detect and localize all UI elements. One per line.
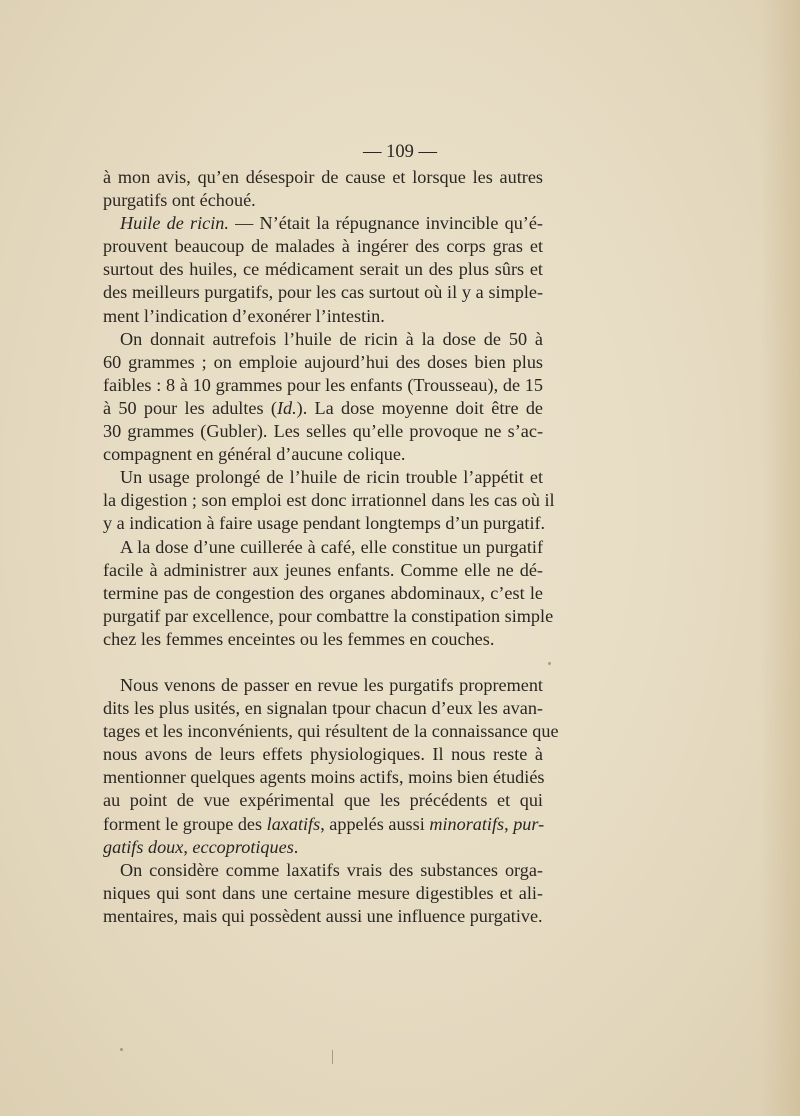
text-run: On considère comme laxatifs vrais des substances orga- [120, 859, 543, 880]
text-run: à mon avis, qu’en désespoir de cause et lorsque les autres [103, 167, 543, 187]
text-line [103, 859, 543, 882]
text-run: mentionner quelques agents moins actifs, moins bien étudiés [103, 767, 545, 788]
text-run: purgatifs ont échoué. [103, 190, 256, 211]
text-line [103, 559, 543, 582]
text-line [103, 536, 543, 559]
text-line [103, 235, 543, 258]
italic-text: Huile de ricin. [120, 213, 229, 234]
text-line [103, 397, 543, 420]
text-run: 30 grammes (Gubler). Les selles qu’elle provoque ne s’ac- [103, 421, 543, 442]
text-run: , [504, 813, 514, 834]
text-line [103, 189, 543, 212]
text-line [103, 258, 543, 281]
text-run: , [183, 836, 193, 857]
text-run: Un usage prolongé de l’huile de ricin trouble l’appétit et [120, 467, 543, 488]
italic-text: eccoprotiques [192, 836, 294, 857]
text-run: mentaires, mais qui possèdent aussi une influence purgative. [103, 905, 543, 926]
text-run: forment le groupe des [103, 813, 267, 834]
text-line [103, 166, 543, 189]
text-line [103, 720, 559, 743]
text-line [103, 351, 543, 374]
text-run: , appelés aussi [320, 813, 430, 834]
text-run: dits les plus usités, en signalan tpour chacun d’eux les avan- [103, 698, 543, 719]
text-line [103, 489, 555, 512]
text-run: ). La dose moyenne doit être de [296, 397, 544, 418]
text-run: . [293, 836, 299, 857]
text-run: y a indication à faire usage pendant longtemps d’un purgatif. [103, 513, 546, 534]
italic-text: pur- [513, 813, 545, 834]
text-line [103, 905, 543, 928]
text-run: à 50 pour les adultes ( [103, 397, 277, 418]
body-text [103, 166, 559, 928]
italic-text: gatifs doux [103, 836, 184, 857]
text-line [103, 420, 543, 443]
text-line [103, 813, 543, 836]
text-run: Nous venons de passer en revue les purgatifs proprement [120, 674, 543, 695]
text-run: la digestion ; son emploi est donc irrationnel dans les cas où il [103, 490, 555, 511]
text-run: chez les femmes enceintes ou les femmes en couches. [103, 628, 495, 649]
text-line [103, 628, 543, 651]
text-run: surtout des huiles, ce médicament serait un des plus sûrs et [103, 259, 543, 280]
italic-text: laxatifs [266, 813, 321, 834]
ink-mark [332, 1050, 333, 1064]
text-run: purgatif par excellence, pour combattre la constipation simple [103, 605, 554, 626]
text-line [103, 766, 543, 789]
text-line [103, 836, 543, 859]
text-run: faibles : 8 à 10 grammes pour les enfants (Trousseau), de 15 [103, 374, 543, 395]
text-run: A la dose d’une cuillerée à café, elle constitue un purgatif [120, 536, 543, 557]
text-line [103, 466, 543, 489]
italic-text: minoratifs [429, 813, 505, 834]
page-edge-shadow [760, 0, 800, 1116]
ink-speck [120, 1048, 123, 1051]
text-line [103, 305, 543, 328]
paragraph-gap [103, 651, 543, 674]
text-run: au point de vue expérimental que les précédents et qui [103, 790, 543, 811]
text-line [103, 328, 543, 351]
text-line [103, 212, 543, 235]
text-run: facile à administrer aux jeunes enfants. Comme elle ne dé- [103, 559, 543, 580]
text-run: des meilleurs purgatifs, pour les cas surtout où il y a simple- [103, 282, 543, 303]
text-run: 60 grammes ; on emploie aujourd’hui des doses bien plus [103, 351, 543, 372]
text-run: niques qui sont dans une certaine mesure digestibles et ali- [103, 882, 543, 903]
page-number: — 109 — [363, 142, 437, 162]
ink-speck [548, 662, 551, 665]
text-line [103, 374, 543, 397]
text-line [103, 281, 543, 304]
text-run: prouvent beaucoup de malades à ingérer des corps gras et [103, 236, 543, 257]
text-run: compagnent en général d’aucune colique. [103, 444, 406, 465]
text-line [103, 605, 554, 628]
text-line [103, 743, 543, 766]
text-line [103, 697, 543, 720]
text-run: tages et les inconvénients, qui résultent de la connaissance que [103, 721, 559, 742]
text-run: — N’était la répugnance invincible qu’é- [228, 213, 543, 234]
text-line [103, 789, 543, 812]
italic-text: Id. [276, 397, 297, 418]
text-line [103, 582, 543, 605]
text-run: termine pas de congestion des organes abdominaux, c’est le [103, 582, 543, 603]
text-line [103, 674, 543, 697]
text-run: ment l’indication d’exonérer l’intestin. [103, 305, 385, 326]
text-line [103, 512, 546, 535]
text-line [103, 443, 543, 466]
text-run: nous avons de leurs effets physiologiques. Il nous reste à [103, 744, 543, 765]
text-line [103, 882, 543, 905]
text-run: On donnait autrefois l’huile de ricin à la dose de 50 à [120, 328, 543, 349]
